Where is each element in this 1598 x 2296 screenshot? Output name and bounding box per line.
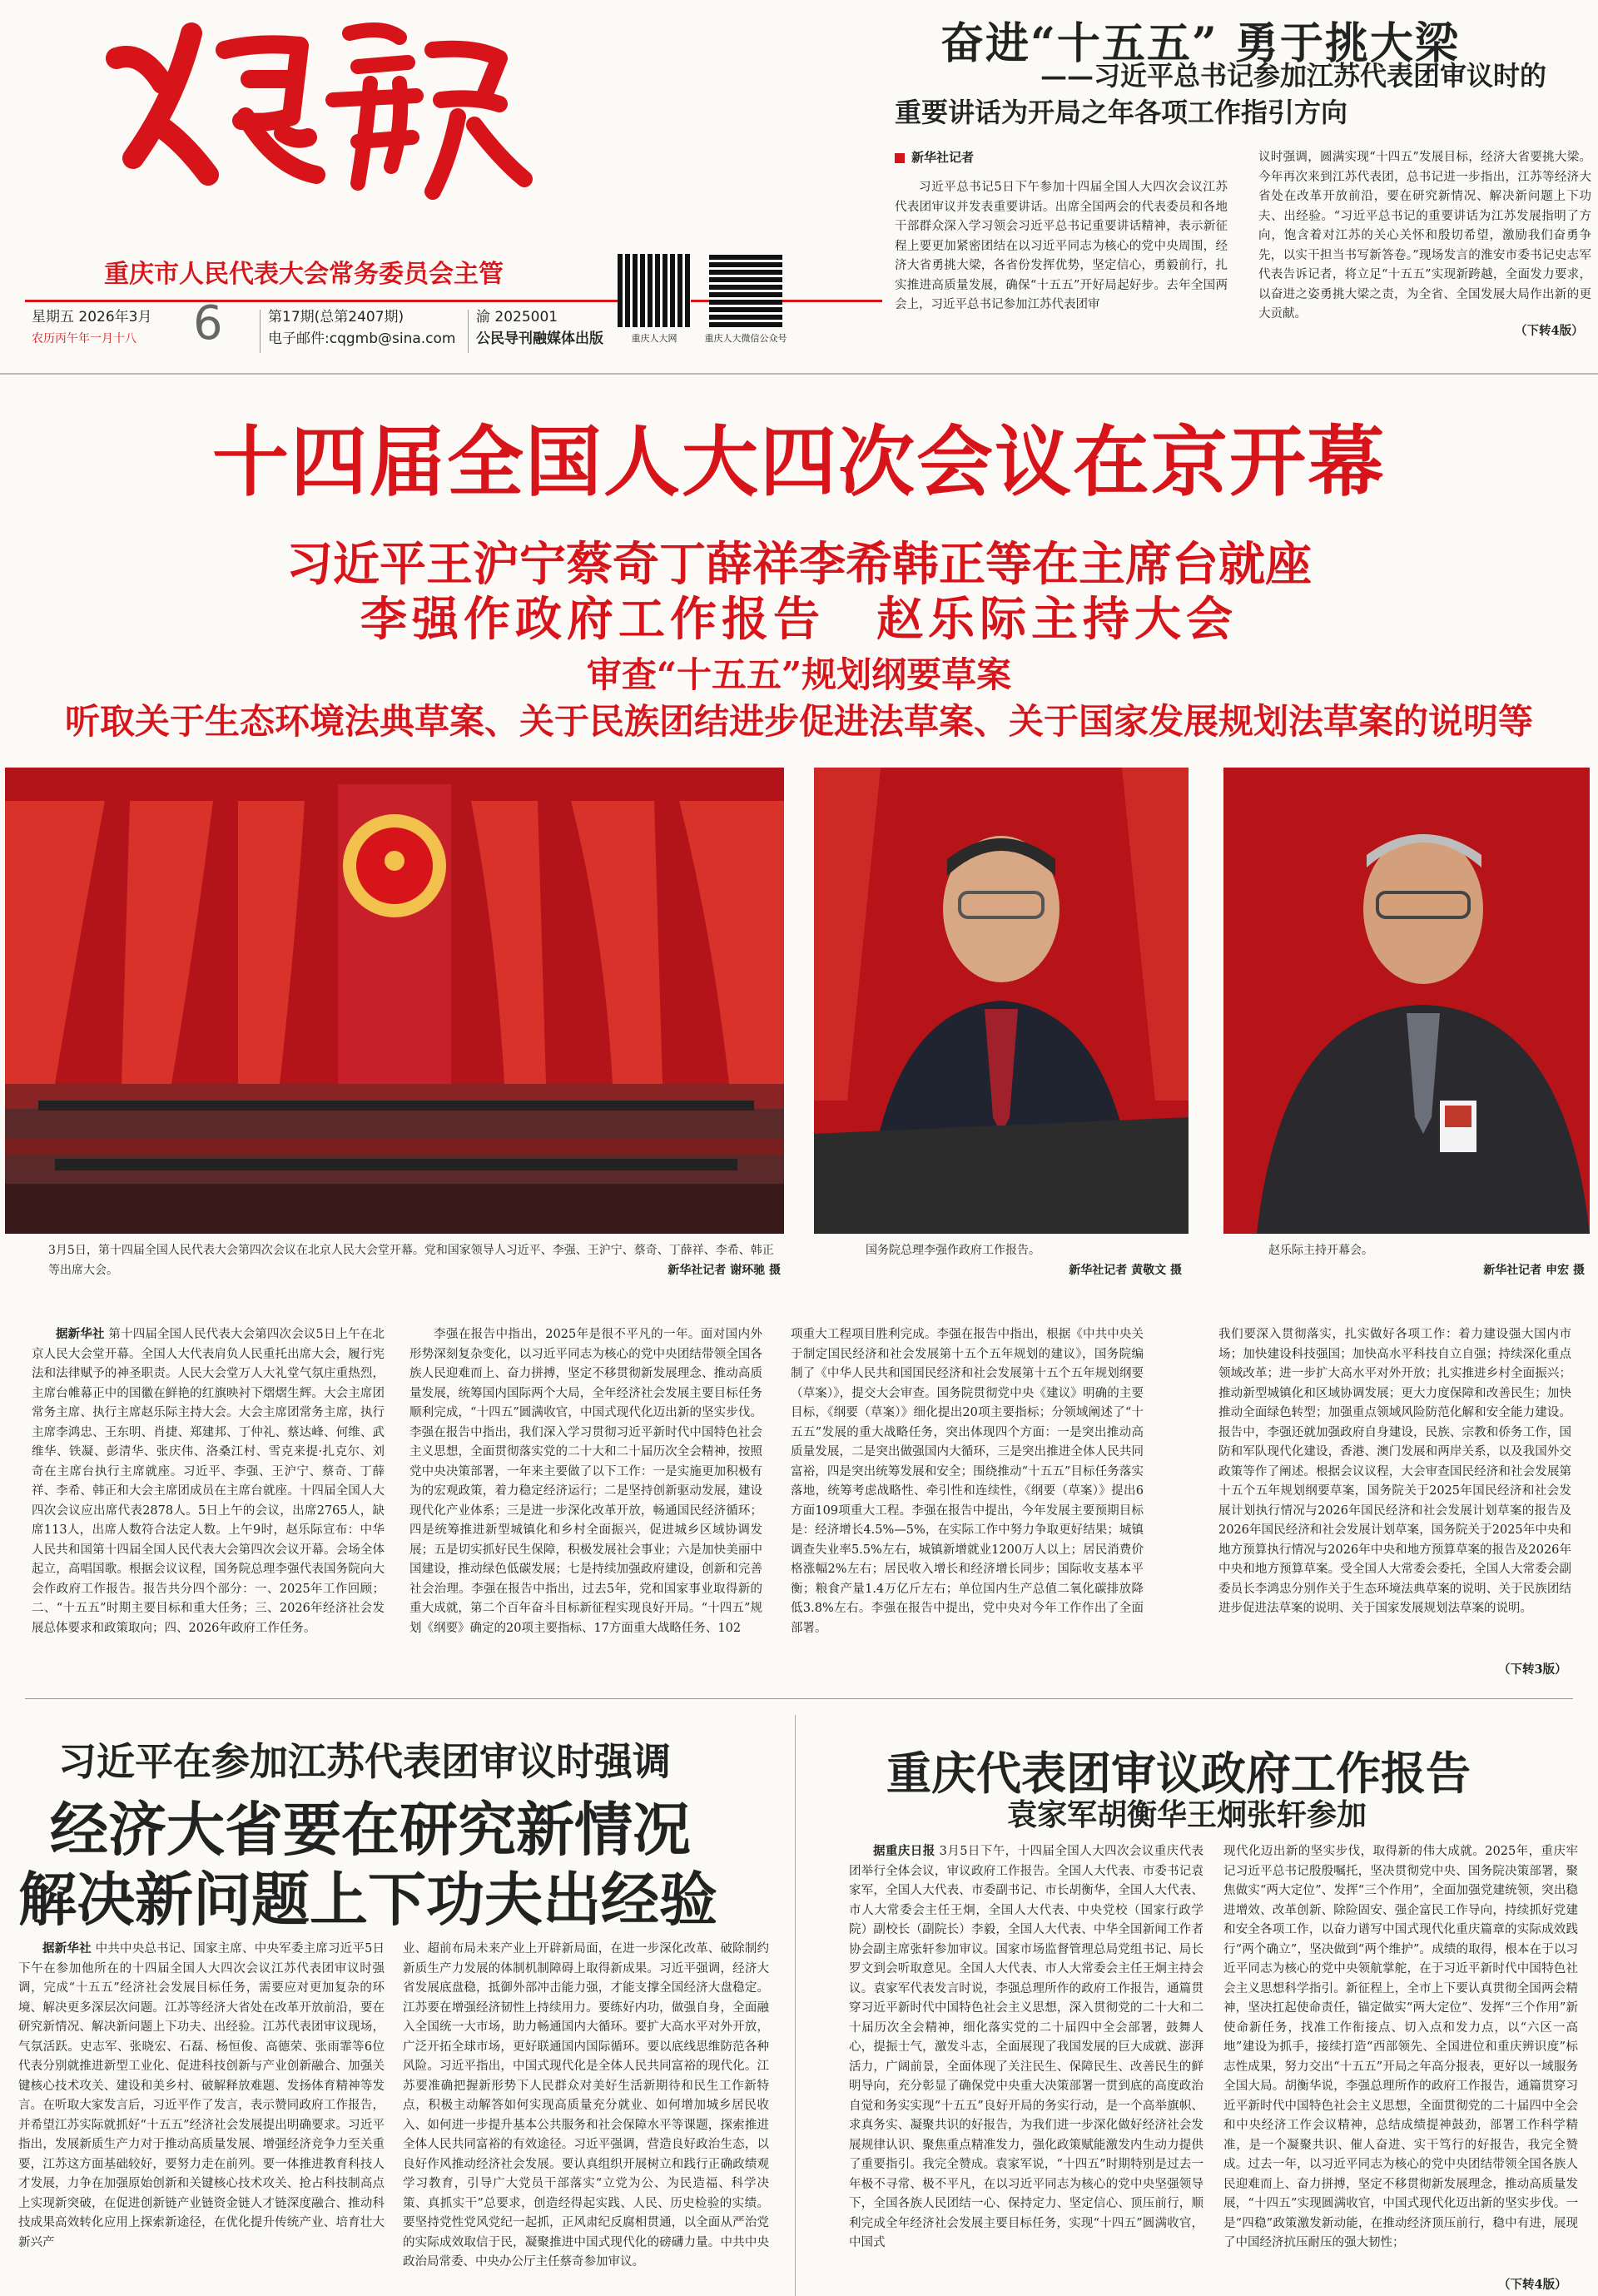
right-article-column-1 (849, 1842, 1203, 2296)
top-article-subtitle: ——习近平总书记参加江苏代表团审议时的 (1040, 60, 1547, 92)
main-article-column-3 (791, 1325, 1144, 1673)
paragraph: 第十四届全国人民代表大会第四次会议5日上午在北京人民大会堂开幕。全国人大代表肩负人民重托出席大会，履行宪法和法律赋予的神圣职责。人民大会堂万人大礼堂气氛庄重热烈，主席台帷幕正中的国徽在鲜艳的红旗映衬下熠熠生辉。大会主席团常务主席、执行主席赵乐际主持大会。大会主席团常务主席，执行主席李鸿忠、王东明、肖捷、郑建邦、丁仲礼、蔡达峰、何维、武维华、铁凝、彭清华、张庆伟、洛桑江村、雪克来提·扎克尔、刘奇在主席台执行主席就座。习近平、李强、王沪宁、蔡奇、丁薛祥、李希、韩正和大会主席团成员在主席台就座。十四届全国人大四次会议应出席代表2878人。5日上午的会议，出席2765人，缺席113人，出席人数符合法定人数。上午9时，赵乐际宣布：中华人民共和国第十四届全国人民代表大会第四次会议开幕。会场全体起立，高唱国歌。根据会议议程，国务院总理李强代表国务院向大会作政府工作报告。报告共分四个部分：一、2025年工作回顾；二、“十五五”时期主要目标和重大任务；三、2026年经济社会发展总体要求和政策取向；四、2026年政府工作任务。 (32, 1328, 385, 1635)
masthead-issue (268, 306, 456, 350)
photo-caption (1268, 1240, 1585, 1280)
section-divider (25, 1698, 1573, 1699)
caption-text: 3月5日，第十四届全国人民代表大会第四次会议在北京人民大会堂开幕。党和国家领导人习近平、李强、王沪宁、蔡奇、丁薛祥、李希、韩正等出席大会。 (48, 1244, 774, 1277)
paragraph: 中共中央总书记、国家主席、中央军委主席习近平5日下午在参加他所在的十四届全国人大四次会议江苏代表团审议时强调，完成“十五五”经济社会发展目标任务，需要应对更加复杂的环境、解决更多深层次问题。江苏等经济大省处在改革开放前沿，要在研究新情况、解决新问题上下功夫、出经验。江苏代表团审议现场，气氛活跃。史志军、张晓宏、石磊、杨恒俊、高德荣、张雨霏等6位代表分别就推进新型工业化、促进科技创新与产业创新融合、加强关键核心技术攻关、建设和美乡村、破解释放难题、发扬体育精神等发言。在听取大家发言后，习近平作了发言，表示赞同政府工作报告，并希望江苏实际就抓好“十五五”经济社会发展提出明确要求。习近平指出，发展新质生产力对于推动高质量发展、增强经济竞争力至关重要，江苏这方面基础较好，要努力走在前列。要一体推进教育科技人才发展，力争在加强原始创新和关键核心技术攻关、抢占科技制高点上实现新突破，在促进创新链产业链资金链人才链深度融合、推动科技成果高效转化应用上探索新途径，在优化提升传统产业、培育壮大新兴产 (18, 1942, 385, 2249)
right-article-subtitle: 袁家军胡衡华王炯张轩参加 (1007, 1797, 1367, 1832)
headline-deck: 李强作政府工作报告 赵乐际主持大会 (360, 592, 1238, 647)
date-text: 星期五 2026年3月 (32, 309, 152, 326)
paragraph: 我们要深入贯彻落实，扎实做好各项工作：着力建设强大国内市场；加快建设科技强国；加快高水平科技自立自强；持续深化重点领域改革；进一步扩大高水平对外开放；扎实推进乡村全面振兴；推动新型城镇化和区域协调发展；更大力度保障和改善民生；加快推动全面绿色转型；加强重点领域风险防范化解和安全能力建设。报告中，李强还就加强政府自身建设，民族、宗教和侨务工作，国防和军队现代化建设，香港、澳门发展和两岸关系，以及我国外交政策等作了阐述。根据会议议程，大会审查国民经济和社会发展第十五个五年规划纲要草案，国务院关于2025年国民经济和社会发展计划执行情况与2026年国民经济和社会发展计划草案的报告及2026年国民经济和社会发展计划草案，国务院关于2025年中央和地方预算执行情况与2026年中央和地方预算草案的报告及2026年中央和地方预算草案。受全国人大常委会委托，全国人大常委会副委员长李鸿忠分别作关于生态环境法典草案的说明、关于民族团结进步促进法草案的说明、关于国家发展规划法草案的说明。 (1218, 1328, 1571, 1615)
section-divider (0, 373, 1598, 375)
day-number: 6 (193, 296, 223, 350)
headline-subdeck: 审查“十五五”规划纲要草案 (586, 654, 1012, 695)
masthead-subtitle: 重庆市人民代表大会常务委员会主管 (104, 260, 504, 289)
right-article-title[interactable]: 重庆代表团审议政府工作报告 (886, 1747, 1471, 1800)
info-divider (468, 310, 469, 353)
dateline: 据新华社 (56, 1328, 105, 1341)
left-article-column-2 (403, 1940, 769, 2296)
photo-caption (866, 1240, 1182, 1280)
paragraph: 业、超前布局未来产业上开辟新局面，在进一步深化改革、破除制约新质生产力发展的体制机制障碍上取得新成果。习近平强调，经济大省发展底盘稳，抵御外部冲击能力强，才能支撑全国经济大盘稳定。江苏要在增强经济韧性上持续用力。要练好内功，做强自身，全面融入全国统一大市场，助力畅通国内大循环。要扩大高水平对外开放，广泛开拓全球市场，更好联通国内国际循环。要以底线思维防范各种风险。习近平指出，中国式现代化是全体人民共同富裕的现代化。江苏要准确把握新形势下人民群众对美好生活新期待和民生工作新特点，积极主动解答如何实现高质量充分就业、如何增加城乡居民收入、如何进一步提升基本公共服务和社会保障水平等课题，探索推进全体人民共同富裕的有效途径。习近平强调，营造良好政治生态，以良好作风推动经济社会发展。要认真组织开展树立和践行正确政绩观学习教育，引导广大党员干部落实“立党为公、为民造福、科学决策、真抓实干”总要求，创造经得起实践、人民、历史检验的实绩。要坚持党性党风党纪一起抓，正风肃纪反腐相贯通，以全面从严治党的实际成效取信于民，凝聚推进中国式现代化的磅礴力量。中共中央政治局常委、中央办公厅主任蔡奇参加审议。 (403, 1942, 769, 2269)
left-article-title[interactable]: 解决新问题上下功夫出经验 (18, 1865, 717, 1934)
paragraph: 项重大工程项目胜利完成。李强在报告中指出，根据《中共中央关于制定国民经济和社会发展第十五个五年规划的建议》，国务院编制了《中华人民共和国国民经济和社会发展第十五个五年规划纲要（草案）》，提交大会审查。国务院贯彻党中央《建议》明确的主要目标，《纲要（草案）》细化提出20项主要指标；分领域阐述了“十五五”发展的重大战略任务，突出体现四个方面：一是突出推动高质量发展，二是突出做强国内大循环，三是突出推进全体人民共同富裕，四是突出统筹发展和安全；围绕推动“十五五”目标任务落实落地，统筹考虑战略性、牵引性和连续性，《纲要（草案）》提出6方面109项重大工程。李强在报告中提出，今年发展主要预期目标是：经济增长4.5%—5%，在实际工作中努力争取更好结果；城镇调查失业率5.5%左右，城镇新增就业1200万人以上；居民消费价格涨幅2%左右；居民收入增长和经济增长同步；国际收支基本平衡；粮食产量1.4万亿斤左右；单位国内生产总值二氧化碳排放降低3.8%左右。李强在报告中提出，党中央对今年工作作出了全面部署。 (791, 1328, 1144, 1635)
paragraph: 习近平总书记5日下午参加十四届全国人大四次会议江苏代表团审议并发表重要讲话。出席全国两会的代表委员和各地干部群众深入学习领会习近平总书记重要讲话精神，表示新征程上要更加紧密团结在以习近平同志为核心的党中央周围，经济大省勇挑大梁，各省份发挥优势，坚定信心，勇毅前行，扎实推进高质量发展，确保“十五五”开好局起好步。去年全国两会上，习近平总书记参加江苏代表团审 (895, 181, 1228, 311)
main-article-column-2 (409, 1325, 762, 1673)
paragraph: 3月5日下午，十四届全国人大四次会议重庆代表团举行全体会议，审议政府工作报告。全国人大代表、市委书记袁家军，全国人大代表、市委副书记、市长胡衡华，全国人大代表、市人大常委会主任王炯，全国人大代表、中央党校（国家行政学院）副校长（副院长）李毅，全国人大代表、中华全国新闻工作者协会副主席张轩参加审议。国家市场监督管理总局党组书记、局长罗文到会听取意见。全国人大代表、市人大常委会主任王炯主持会议。袁家军代表发言时说，李强总理所作的政府工作报告，通篇贯穿习近平新时代中国特色社会主义思想，深入贯彻党的二十大和二十届历次全会精神，细化落实党的二十届四中全会部署，鼓舞人心，提振士气，激发斗志，全面展现了我国发展的巨大成就、澎湃活力，广阔前景，全面体现了关注民生、保障民生、改善民生的鲜明导向，充分彰显了确保党中央重大决策部署一贯到底的高度政治自觉和务实实现“十五五”良好开局的务实行动，是一个高举旗帜、求真务实、凝聚共识的好报告，为我们进一步深化做好经济社会发展规律认识、聚焦重点精准发力，强化政策赋能激发内生动力提供了重要指引。我完全赞成。袁家军说，“十四五”时期特别是过去一年极不寻常、极不平凡，在以习近平同志为核心的党中央坚强领导下，全国各族人民团结一心、保持定力、坚定信心、顶压前行，顺利完成全年经济社会发展主要目标任务，实现“十四五”圆满收官，中国式 (849, 1845, 1203, 2249)
qr-code-renda-web[interactable] (618, 254, 691, 327)
masthead-date (32, 306, 151, 350)
main-article-column-1 (32, 1325, 385, 1673)
dateline: 据新华社 (42, 1942, 92, 1956)
info-divider (260, 310, 261, 353)
continued-note[interactable]: （下转4版） (1498, 2278, 1567, 2292)
byline: 新华社记者 (911, 150, 975, 165)
newspaper-logo (83, 0, 533, 208)
photo-credit: 新华社记者 谢环驰 摄 (667, 1264, 781, 1277)
dateline: 据重庆日报 (873, 1845, 935, 1858)
paragraph: 现代化迈出新的坚实步伐，取得新的伟大成就。2025年，重庆牢记习近平总书记殷殷嘱托，坚决贯彻党中央、国务院决策部署，聚焦做实“两大定位”、发挥“三个作用”，全面加强党建统领，突出稳进增效、改革创新、除险固安、强企富民工作导向，持续抓好党建和安全各项工作，以奋力谱写中国式现代化重庆篇章的实际成效践行“两个确立”，坚决做到“两个维护”。成绩的取得，根本在于以习近平同志为核心的党中央领航掌舵，在于习近平新时代中国特色社会主义思想科学指引。新征程上，全市上下要认真贯彻全国两会精神，坚决扛起使命责任，锚定做实“两大定位”、发挥“三个作用”新使命新任务，找准工作衔接点、切入点和发力点，以“六区一高地”建设为抓手，接续打造“西部领先、全国进位和重庆辨识度”标志性成果，努力交出“十五五”开局之年高分报表，更好以一域服务全国大局。胡衡华说，李强总理所作的政府工作报告，通篇贯穿习近平新时代中国特色社会主义思想，全面贯彻党的二十届四中全会和中央经济工作会议精神，总结成绩提神鼓劲，部署工作科学精准，是一个凝聚共识、催人奋进、实干笃行的好报告，我完全赞成。过去一年，以习近平同志为核心的党中央团结带领全国各族人民迎难而上、奋力拼搏，坚定不移贯彻新发展理念，推动高质量发展，“十四五”实现圆满收官，中国式现代化迈出新的坚实步伐。一是“四稳”政策激发新动能，在推动经济顶压前行，稳中有进，展现了中国经济抗压耐压的强大韧性； (1223, 1845, 1578, 2249)
left-article-title[interactable]: 经济大省要在研究新情况 (50, 1795, 691, 1864)
headline-deck: 习近平王沪宁蔡奇丁薛祥李希韩正等在主席台就座 (286, 537, 1312, 592)
email-text: 电子邮件:cqgmb@sina.com (268, 330, 456, 347)
masthead-publisher (476, 306, 603, 350)
top-article-column-1 (895, 178, 1228, 341)
caption-text: 国务院总理李强作政府工作报告。 (866, 1244, 1040, 1257)
paragraph: 议时强调，圆满实现“十四五”发展目标，经济大省要挑大梁。今年再次来到江苏代表团，总书记进一步指出，江苏等经济大省处在改革开放前沿，要在研究新情况、解决新问题上下功夫、出经验。“习近平总书记的重要讲话为江苏发展指明了方向，饱含着对江苏的关心关怀和殷切希望，激励我们奋勇争先，以实干担当书写新答卷。”现场发言的淮安市委书记史志军代表告诉记者，将立足“十五五”实现新跨越，全面发力要求，以奋进之姿勇挑大梁之责，为全省、全国发展大局作出新的更大贡献。 (1258, 151, 1591, 321)
caption-text: 赵乐际主持开幕会。 (1268, 1244, 1373, 1257)
main-headline[interactable]: 十四届全国人大四次会议在京开幕 (211, 417, 1386, 507)
column-divider (795, 1715, 796, 2296)
paragraph: 李强在报告中指出，2025年是很不平凡的一年。面对国内外形势深刻复杂变化，以习近平同志为核心的党中央团结带领全国各族人民迎难而上、奋力拼搏，坚定不移贯彻新发展理念、推动高质量发展，统筹国内国际两个大局，全年经济社会发展主要目标任务顺利完成，“十四五”圆满收官，中国式现代化迈出新的坚实步伐。李强在报告中指出，我们深入学习贯彻习近平新时代中国特色社会主义思想，全面贯彻落实党的二十大和二十届历次全会精神，按照党中央决策部署，一年来主要做了以下工作：一是实施更加积极有为的宏观政策，着力稳定经济运行；二是坚持创新驱动发展，建设现代化产业体系；三是进一步深化改革开放，畅通国民经济循环；四是统筹推进新型城镇化和乡村全面振兴，促进城乡区域协调发展；五是切实抓好民生保障，积极发展社会事业；六是加快美丽中国建设，推动绿色低碳发展；七是持续加强政府建设，创新和完善社会治理。李强在报告中指出，过去5年，党和国家事业取得新的重大成就，第二个百年奋斗目标新征程实现良好开局。“十四五”规划《纲要》确定的20项主要指标、17方面重大战略任务、102 (409, 1328, 762, 1635)
issue-number: 第17期(总第2407期) (268, 309, 404, 326)
continued-note[interactable]: （下转3版） (1498, 1662, 1567, 1677)
continued-note[interactable]: （下转4版） (1515, 324, 1584, 338)
photo-credit: 新华社记者 黄敬文 摄 (1069, 1264, 1182, 1277)
headline-subdeck: 听取关于生态环境法典草案、关于民族团结进步促进法草案、关于国家发展规划法草案的说明等 (64, 701, 1533, 742)
publisher-text: 公民导刊融媒体出版 (476, 330, 603, 347)
photo-zhao-leji[interactable] (1223, 768, 1590, 1234)
byline-marker (895, 153, 905, 163)
left-article-kicker: 习近平在参加江苏代表团审议时强调 (58, 1739, 671, 1784)
top-article-title[interactable]: 奋进“十五五” 勇于挑大梁 (940, 18, 1460, 69)
right-article-column-2 (1223, 1842, 1578, 2277)
top-article-subtitle: 重要讲话为开局之年各项工作指引方向 (895, 97, 1348, 128)
photo-li-qiang[interactable] (814, 768, 1189, 1234)
top-article-column-2 (1258, 148, 1591, 323)
qr-label: 重庆人大网 (631, 333, 677, 344)
publication-code: 渝 2025001 (476, 309, 558, 326)
photo-assembly-hall[interactable] (5, 768, 784, 1234)
photo-credit: 新华社记者 申宏 摄 (1483, 1264, 1585, 1277)
main-article-column-4 (1218, 1325, 1571, 1658)
lunar-date: 农历丙午年一月十八 (32, 332, 136, 345)
left-article-column-1 (18, 1940, 385, 2296)
qr-label: 重庆人大微信公众号 (704, 333, 787, 344)
photo-caption (48, 1240, 781, 1280)
qr-code-wechat[interactable] (709, 254, 782, 327)
